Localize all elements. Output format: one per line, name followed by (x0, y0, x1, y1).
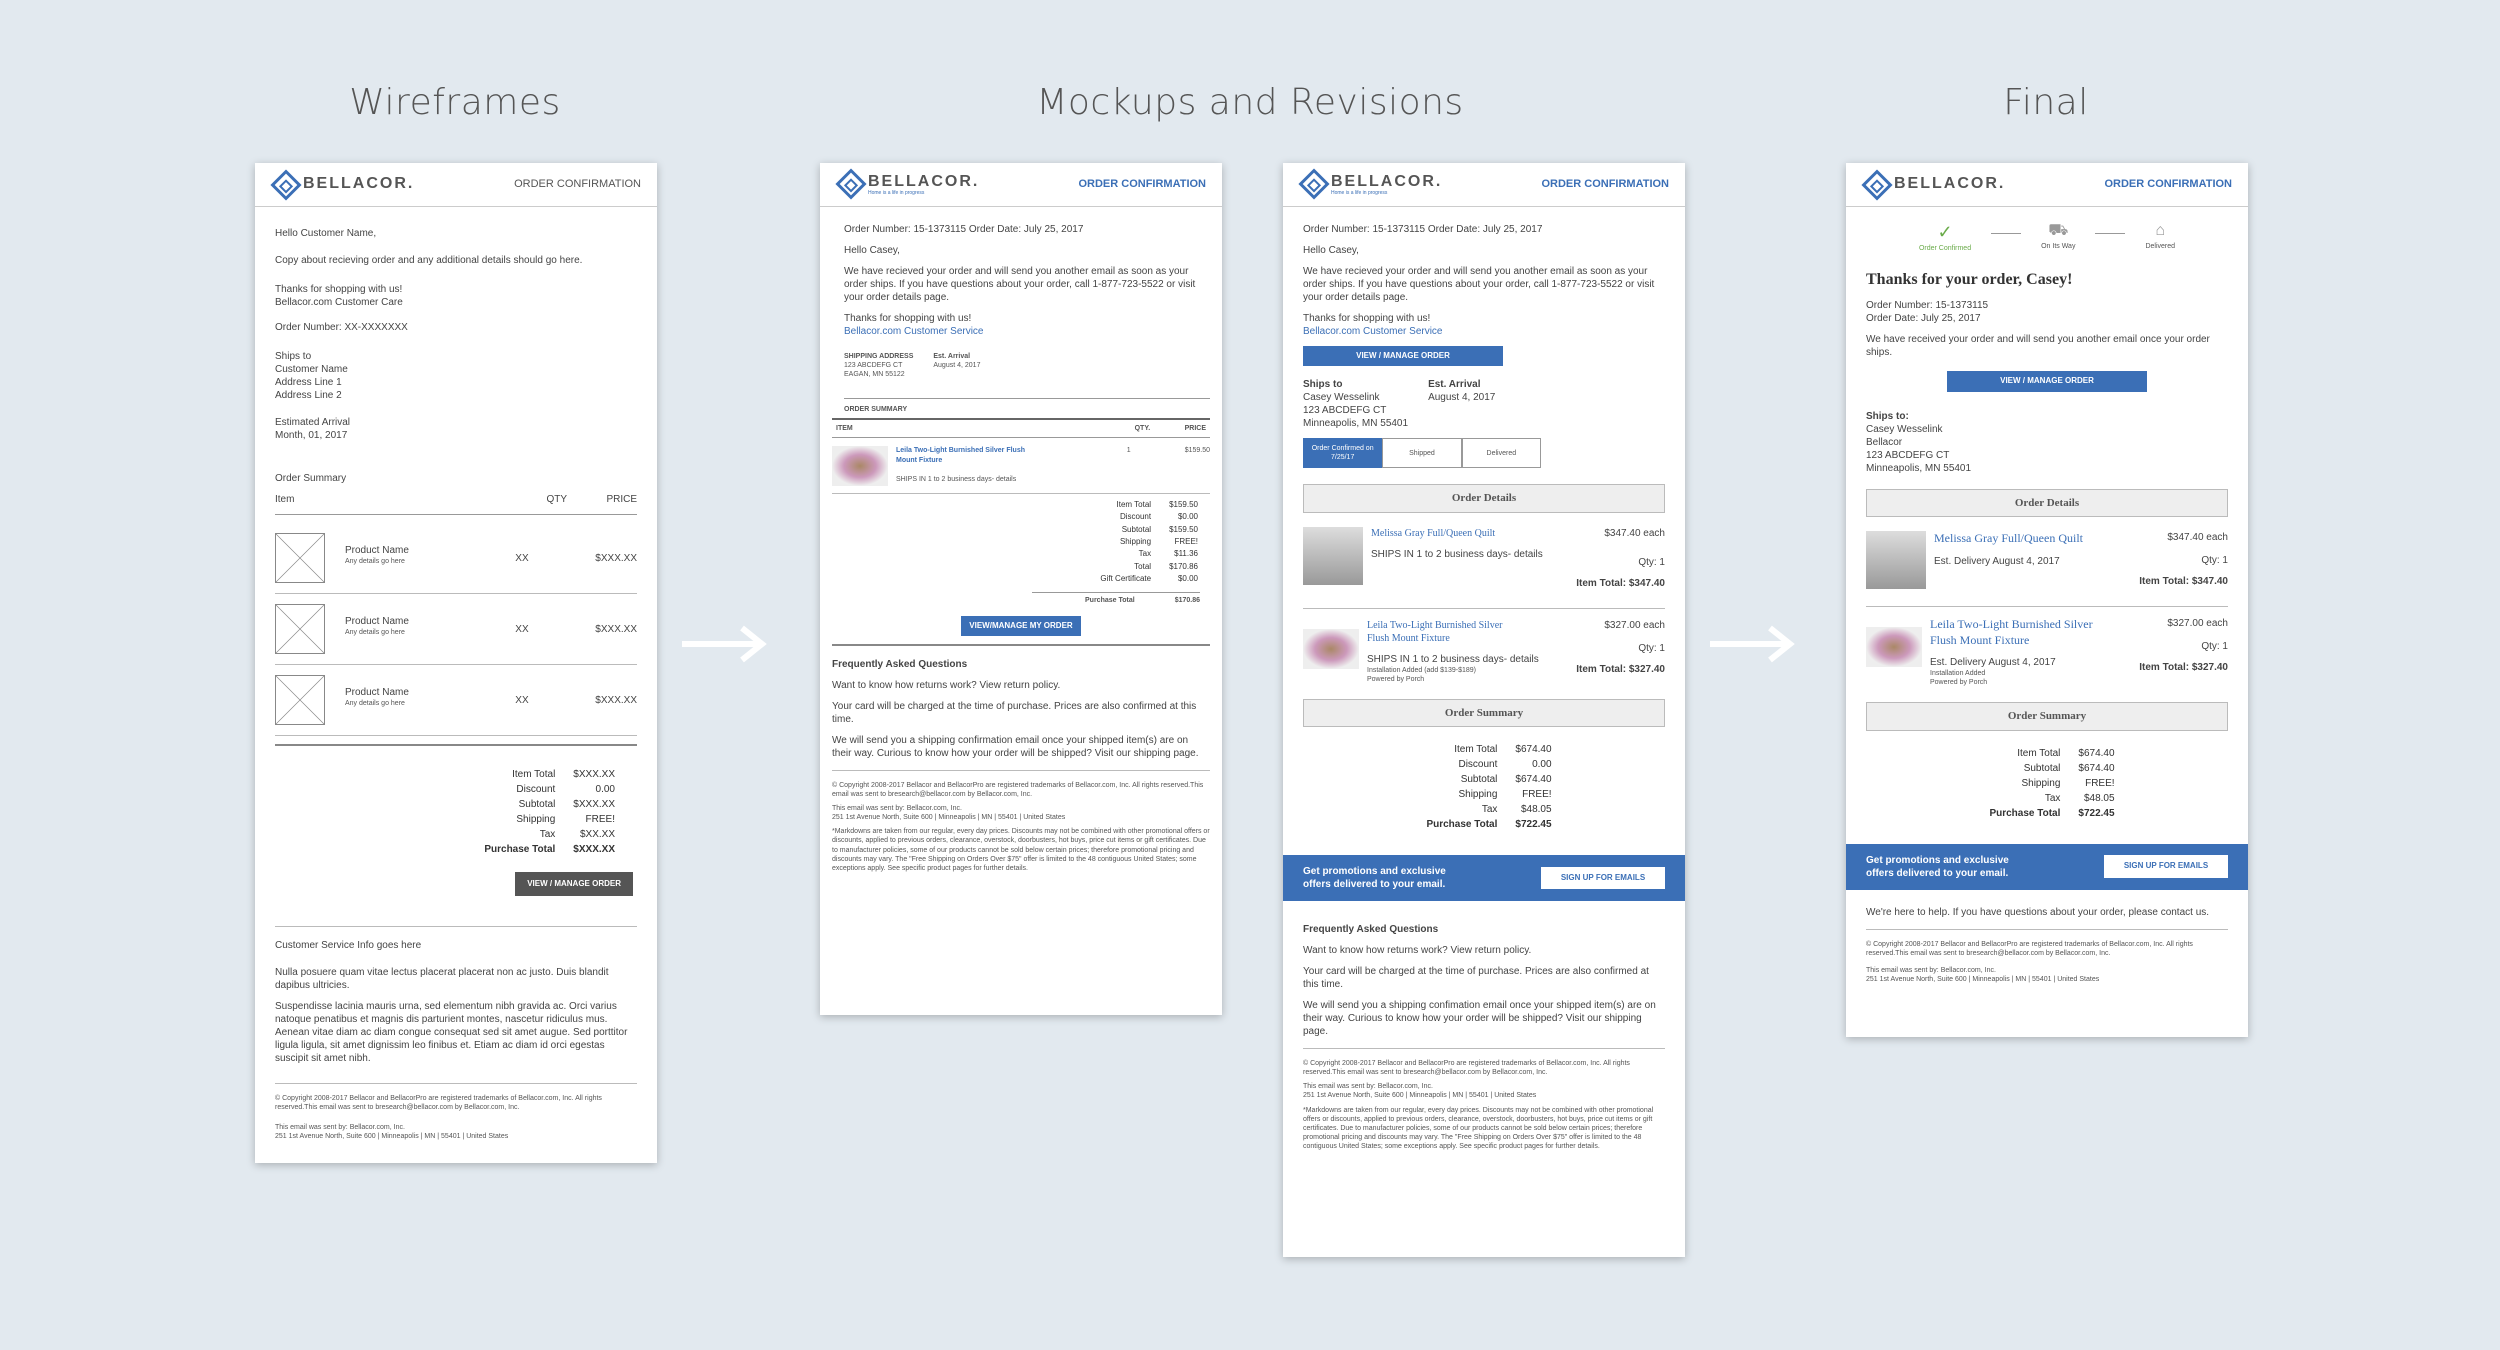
cs-title: Customer Service Info goes here (275, 940, 422, 952)
total-row: Subtotal $674.40 (1460, 774, 1552, 786)
tracker-step-delivered: ⌂ Delivered (2145, 222, 2176, 250)
total-row: Tax $11.36 (1138, 549, 1198, 559)
greeting: Hello Casey, (1303, 245, 1359, 256)
address: 251 1st Avenue North, Suite 600 | Minneapolis | MN | 55401 | United States (1866, 975, 2100, 983)
promo-text: Get promotions and exclusive offers delivered to your email. (1303, 866, 1446, 891)
totals-table (472, 766, 617, 858)
shipment-tracker (1866, 221, 2228, 258)
price: $XXX.XX (595, 552, 637, 564)
copyright: © Copyright 2008-2017 Bellacor and BellacorPro are registered trademarks of Bellacor.com, Inc. All rights reserved.This email was sent to bresearch@bellacor.com by Bellacor.com, Inc. (1303, 1060, 1630, 1077)
order-progress-stepper (1303, 438, 1541, 468)
greeting: Hello Customer Name, (275, 228, 377, 239)
qty: XX (515, 623, 529, 635)
ships-info: SHIPS IN 1 to 2 business days- details (896, 475, 1017, 483)
shipping-block: Ships to Casey Wesselink 123 ABCDEFG CT Minneapolis, MN 55401 Est. Arrival August 4, 2017 (1303, 379, 1496, 430)
bellacor-logo: BELLACOR. Home is a life in progress (840, 172, 979, 196)
faq-item: Want to know how returns work? View return policy. (832, 679, 1061, 691)
copy-text: Copy about recieving order and any additional details should go here. (275, 255, 583, 266)
header-label: ORDER CONFIRMATION (2104, 178, 2232, 191)
thanks-text: Thanks for shopping with us! (844, 313, 972, 324)
copy-text: We have recieved your order and will send you another email as soon as your order ships. If you have questions about your order, call 1-877-723-5522 or visit your order details page. (844, 266, 1196, 303)
header-label: ORDER CONFIRMATION (514, 178, 641, 191)
install-checkbox[interactable]: Installation Added (1930, 670, 1986, 678)
step-shipped: Shipped (1382, 438, 1461, 468)
chandelier-image (1866, 627, 1922, 667)
ships-info: SHIPS IN 1 to 2 business days- details (1367, 653, 1539, 665)
qty: Qty: 1 (2201, 554, 2228, 566)
item-total: Item Total: $347.40 (1576, 577, 1665, 589)
bellacor-logo: BELLACOR. (275, 174, 414, 196)
email-header (820, 163, 1222, 207)
shipping-block: SHIPPING ADDRESS 123 ABCDEFG CT EAGAN, MN 55122 Est. Arrival August 4, 2017 (844, 353, 981, 379)
tracker-step-confirmed: ✓ Order Confirmed (1918, 222, 1972, 253)
price: $327.00 each (2167, 617, 2228, 629)
wireframe-email (255, 163, 657, 1163)
total-row: Item Total $XXX.XX (512, 769, 615, 780)
product-row (1303, 527, 1665, 598)
item-total: Item Total: $347.40 (2139, 575, 2228, 587)
faq-item: We will send you a shipping confirmation email once your shipped item(s) are on their way. Curious to know how your order will be shipped? Visit our shipping page. (832, 734, 1199, 759)
order-line: Order Number: 15-1373115 Order Date: July 25, 2017 (844, 224, 1084, 235)
image-placeholder (275, 533, 325, 583)
header-label: ORDER CONFIRMATION (1078, 178, 1206, 191)
order-summary-bar: Order Summary (1303, 699, 1665, 727)
total-row: Subtotal $674.40 (2023, 762, 2115, 774)
home-icon: ⌂ (2155, 222, 2166, 239)
total-row: Subtotal $XXX.XX (518, 799, 615, 810)
total-row: Gift Certificate $0.00 (1100, 574, 1198, 584)
price: $347.40 each (2167, 531, 2228, 543)
tracker-step-on-its-way: ⛟ On Its Way (2041, 222, 2076, 250)
delivery-estimate: Est. Delivery August 4, 2017 (1930, 657, 2056, 669)
total-row: Shipping FREE! (2021, 777, 2115, 789)
qty: XX (515, 552, 529, 564)
total-row: Shipping FREE! (1119, 536, 1198, 546)
care-link[interactable]: Bellacor.com Customer Service (1303, 326, 1443, 337)
order-line: Order Number: 15-1373115 Order Date: July 25, 2017 (1303, 224, 1543, 235)
product-image (832, 446, 888, 486)
final-email (1846, 163, 2248, 1037)
thanks-heading: Thanks for your order, Casey! (1866, 271, 2073, 289)
product-details: Any details go here (345, 629, 405, 637)
email-header (255, 163, 657, 207)
image-placeholder (275, 675, 325, 725)
total-row: Tax $48.05 (1481, 804, 1552, 816)
sent-by: This email was sent by: Bellacor.com, Inc. (1866, 966, 1996, 974)
total-row: Shipping FREE! (1458, 789, 1552, 801)
total-row: Shipping FREE! (516, 814, 615, 825)
product-name: Product Name (345, 545, 409, 557)
faq-item: Your card will be charged at the time of purchase. Prices are also confirmed at this time. (1303, 966, 1649, 991)
promo-banner (1846, 844, 2248, 890)
total-row: Total $170.86 (1134, 561, 1198, 571)
order-number: Order Number: XX-XXXXXXX (275, 322, 408, 333)
product-name: Product Name (345, 687, 409, 699)
price: $347.40 each (1604, 527, 1665, 539)
view-manage-order-button[interactable]: VIEW / MANAGE ORDER (1303, 346, 1503, 366)
mockup-email-1 (820, 163, 1222, 1015)
wireframes-title: Wireframes (349, 82, 561, 123)
price: $XXX.XX (595, 694, 637, 706)
delivery-estimate: Est. Delivery August 4, 2017 (1934, 555, 2060, 567)
sent-by: This email was sent by: Bellacor.com, Inc. (275, 1123, 405, 1131)
check-icon: ✓ (1937, 222, 1953, 242)
total-row: Purchase Total $722.45 (1989, 807, 2115, 819)
promo-text: Get promotions and exclusive offers delivered to your email. (1866, 854, 2009, 879)
total-row: Item Total $159.50 (1116, 499, 1198, 509)
price: $XXX.XX (595, 623, 637, 635)
totals-table (1977, 745, 2116, 822)
mockups-title: Mockups and Revisions (1036, 82, 1464, 123)
total-row: Item Total $674.40 (1454, 744, 1552, 756)
arrow-right-icon (680, 624, 770, 664)
lorem-paragraph: Suspendisse lacinia mauris urna, sed elementum nibh gravida ac. Orci varius natoque penatibus et magnis dis parturient montes, nascetur ridiculus mus. Aenean vitae diam ac diam congue consequat sed sit amet augue. Sed porttitor ligula ligula, sit amet dignissim leo finibus et. Etiam ac diam id orci egestas suscipit sit amet nibh. (275, 1001, 628, 1065)
summary-columns: Item QTY PRICE (275, 493, 637, 515)
product-details: Any details go here (345, 558, 405, 566)
chandelier-image (1303, 629, 1359, 669)
email-header (1846, 163, 2248, 207)
truck-icon: ⛟ (2048, 222, 2069, 239)
total-row: Tax $48.05 (2044, 792, 2115, 804)
faq-title: Frequently Asked Questions (832, 658, 968, 670)
total-row: Subtotal $159.50 (1121, 524, 1198, 534)
step-confirmed: Order Confirmed on 7/25/17 (1303, 438, 1382, 468)
help-text: We're here to help. If you have questions about your order, please contact us. (1866, 906, 2210, 918)
quilt-image (1303, 527, 1363, 585)
arrival-block: Estimated Arrival Month, 01, 2017 (275, 417, 351, 441)
sign-up-button[interactable]: SIGN UP FOR EMAILS (2104, 855, 2228, 877)
faq-title: Frequently Asked Questions (1303, 924, 1439, 936)
lorem-paragraph: Nulla posuere quam vitae lectus placerat placerat non ac justo. Duis blandit dapibus ultricies. (275, 967, 609, 992)
product-name[interactable]: Leila Two-Light Burnished Silver Flush Mount Fixture (1930, 616, 2093, 647)
ships-to-block: Ships to: Casey Wesselink Bellacor 123 ABCDEFG CT Minneapolis, MN 55401 (1866, 410, 1972, 474)
address: 251 1st Avenue North, Suite 600 | Minneapolis | MN | 55401 | United States (275, 1132, 509, 1140)
care-link[interactable]: Bellacor.com Customer Service (844, 326, 984, 337)
price: $327.00 each (1604, 619, 1665, 631)
thanks-text: Thanks for shopping with us! (1303, 313, 1431, 324)
product-row (275, 523, 637, 594)
sent-by: This email was sent by: Bellacor.com, Inc. (832, 805, 962, 813)
order-date: Order Date: July 25, 2017 (1866, 313, 1981, 325)
promo-banner (1283, 855, 1685, 901)
quilt-image (1866, 531, 1926, 589)
product-row (1866, 617, 2228, 692)
copyright: © Copyright 2008-2017 Bellacor and BellacorPro are registered trademarks of Bellacor.com, Inc. All rights reserved.This email was sent to bresearch@bellacor.com by Bellacor.com, Inc. (275, 1095, 602, 1112)
purchase-total: Purchase Total $170.86 (1032, 592, 1200, 605)
qty: Qty: 1 (2201, 640, 2228, 652)
address: 251 1st Avenue North, Suite 600 | Minneapolis | MN | 55401 | United States (832, 814, 1066, 822)
order-summary-label: Order Summary (275, 473, 347, 484)
product-details: Any details go here (345, 700, 405, 708)
product-name[interactable]: Leila Two-Light Burnished Silver Flush Mount Fixture (896, 447, 1025, 464)
total-row: Discount 0.00 (516, 784, 615, 795)
copyright: © Copyright 2008-2017 Bellacor and BellacorPro are registered trademarks of Bellacor.com, Inc. All rights reserved.This email was sent to bresearch@bellacor.com by Bellacor.com, Inc. (832, 781, 1204, 799)
faq-item: Your card will be charged at the time of purchase. Prices are also confirmed at this time. (832, 700, 1197, 725)
product-row (275, 594, 637, 665)
powered-by: Powered by Porch (1367, 675, 1425, 683)
sign-up-button[interactable]: SIGN UP FOR EMAILS (1541, 867, 1665, 889)
ships-to-block: Ships to Customer Name Address Line 1 Address Line 2 (275, 351, 348, 401)
copy-text: We have recieved your order and will send you another email as soon as your order ships. If you have questions about your order, call 1-877-723-5522 or visit your order details page. (1303, 266, 1655, 303)
product-name[interactable]: Leila Two-Light Burnished Silver Flush Mount Fixture (1367, 619, 1503, 644)
qty: XX (515, 694, 529, 706)
powered-by: Powered by Porch (1930, 679, 1988, 687)
install-checkbox[interactable]: Installation Added (add $139-$189) (1367, 666, 1476, 674)
qty: 1 (1126, 447, 1131, 455)
copyright: © Copyright 2008-2017 Bellacor and BellacorPro are registered trademarks of Bellacor.com, Inc. All rights reserved.This email was sent to bresearch@bellacor.com by Bellacor.com, Inc. (1866, 940, 2193, 957)
bellacor-logo: BELLACOR. (1866, 174, 2005, 196)
product-row (275, 665, 637, 736)
faq-item: We will send you a shipping confimation email once your shipped item(s) are on their way. Curious to know how your order will be shipped? Visit our shipping page. (1303, 1000, 1656, 1038)
faq-item: Want to know how returns work? View return policy. (1303, 945, 1532, 957)
markdowns-disclaimer: *Markdowns are taken from our regular, every day prices. Discounts may not be combined with other promotional offers or discounts, applied to previous orders, clearance, overstock, doorbusters, hot buys, price cut items or gift certificates. Due to manufacturer policies, some of our products cannot be sold below certain prices; therefore promotional pricing and discounts may vary. The "Free Shipping on Orders Over $75" offer is limited to the 48 contiguous United States; some exceptions apply. See specific product pages for further details. (832, 828, 1210, 872)
copy-text: We have received your order and will send you another email once your order ships. (1866, 334, 2210, 359)
total-row: Discount 0.00 (1458, 759, 1552, 771)
item-total: Item Total: $327.40 (2139, 661, 2228, 673)
email-header (1283, 163, 1685, 207)
arrow-right-icon (1708, 624, 1798, 664)
step-delivered: Delivered (1462, 438, 1541, 468)
order-summary-label: ORDER SUMMARY (844, 398, 1210, 414)
final-title: Final (2003, 82, 2089, 123)
total-row: Discount $0.00 (1119, 512, 1198, 522)
header-label: ORDER CONFIRMATION (1541, 178, 1669, 191)
product-row (832, 446, 1210, 488)
sent-by: This email was sent by: Bellacor.com, Inc. (1303, 1083, 1433, 1091)
address: 251 1st Avenue North, Suite 600 | Minneapolis | MN | 55401 | United States (1303, 1092, 1537, 1100)
qty: Qty: 1 (1638, 642, 1665, 654)
order-details-bar: Order Details (1303, 484, 1665, 512)
greeting: Hello Casey, (844, 245, 900, 256)
image-placeholder (275, 604, 325, 654)
ships-info: SHIPS IN 1 to 2 business days- details (1371, 548, 1543, 560)
order-number: Order Number: 15-1373115 (1866, 300, 1989, 312)
total-row: Tax $XX.XX (539, 829, 615, 840)
thanks-text: Thanks for shopping with us! Bellacor.com Customer Care (275, 284, 403, 308)
bellacor-logo: BELLACOR. Home is a life in progress (1303, 172, 1442, 196)
summary-columns: ITEM QTY. PRICE (832, 418, 1210, 438)
order-summary-bar: Order Summary (1866, 702, 2228, 730)
price: $159.50 (1184, 447, 1210, 455)
product-name: Product Name (345, 616, 409, 628)
view-manage-order-button[interactable]: VIEW / MANAGE ORDER (1947, 371, 2147, 391)
product-row (1303, 619, 1665, 689)
item-total: Item Total: $327.40 (1576, 663, 1665, 675)
qty: Qty: 1 (1638, 556, 1665, 568)
mockup-email-2 (1283, 163, 1685, 1257)
view-manage-order-button[interactable]: VIEW/MANAGE MY ORDER (961, 616, 1080, 636)
total-row: Item Total $674.40 (2017, 747, 2115, 759)
product-name[interactable]: Melissa Gray Full/Queen Quilt (1934, 530, 2083, 545)
order-details-bar: Order Details (1866, 489, 2228, 517)
product-row (1866, 531, 2228, 596)
view-manage-order-button[interactable]: VIEW / MANAGE ORDER (515, 872, 633, 896)
totals-table (1088, 498, 1200, 587)
product-name[interactable]: Melissa Gray Full/Queen Quilt (1371, 527, 1496, 539)
markdowns-disclaimer: *Markdowns are taken from our regular, every day prices. Discounts may not be combined with other promotional offers or discounts, applied to previous orders, clearance, overstock, doorbusters, hot buys, price cut items or gift certificates. Due to manufacturer policies, some of our products cannot be sold below certain prices; therefore promotional pricing and discounts may vary. The "Free Shipping on Orders Over $75" offer is limited to the 48 contiguous United States; some exceptions apply. See specific product pages for further details. (1303, 1106, 1654, 1150)
totals-table (1414, 741, 1553, 833)
total-row: Purchase Total $XXX.XX (484, 844, 615, 855)
total-row: Purchase Total $722.45 (1426, 819, 1552, 831)
